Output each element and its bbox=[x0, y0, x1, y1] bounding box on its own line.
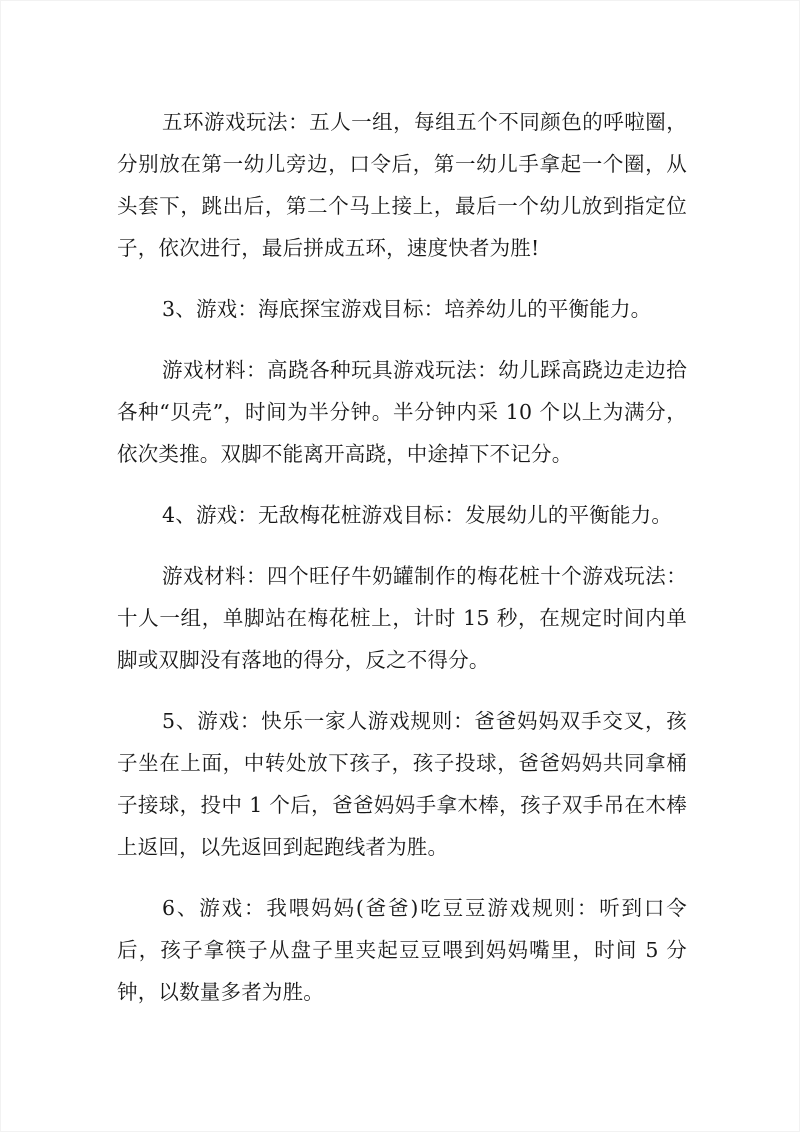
paragraph-game-4-heading: 4、游戏：无敌梅花桩游戏目标：发展幼儿的平衡能力。 bbox=[162, 503, 673, 527]
paragraph-game-6-rules: 6、游戏：我喂妈妈(爸爸)吃豆豆游戏规则：听到口令后，孩子拿筷子从盘子里夹起豆豆喂到妈妈嘴里，时间 5 分钟，以数量多者为胜。 bbox=[117, 896, 687, 1004]
paragraph-game-3-heading: 3、游戏：海底探宝游戏目标：培养幼儿的平衡能力。 bbox=[162, 297, 652, 321]
paragraph-five-rings-gameplay: 五环游戏玩法：五人一组，每组五个不同颜色的呼啦圈，分别放在第一幼儿旁边，口令后，第一幼儿手拿起一个圈，从头套下，跳出后，第二个马上接上，最后一个幼儿放到指定位子，依次进行，最后拼成五环，速度快者为胜! bbox=[117, 110, 687, 260]
paragraph-game-3-materials: 游戏材料：高跷各种玩具游戏玩法：幼儿踩高跷边走边拾各种“贝壳”，时间为半分钟。半分钟内采 10 个以上为满分，依次类推。双脚不能离开高跷，中途掉下不记分。 bbox=[117, 358, 687, 466]
document-text-body bbox=[117, 101, 687, 1013]
paragraph-game-4-materials: 游戏材料：四个旺仔牛奶罐制作的梅花桩十个游戏玩法：十人一组，单脚站在梅花桩上，计时 15 秒，在规定时间内单脚或双脚没有落地的得分，反之不得分。 bbox=[117, 564, 687, 672]
paragraph-game-5-rules: 5、游戏：快乐一家人游戏规则：爸爸妈妈双手交叉，孩子坐在上面，中转处放下孩子，孩子投球，爸爸妈妈共同拿桶子接球，投中 1 个后，爸爸妈妈手拿木棒，孩子双手吊在木棒上返回，以先返回到起跑线者为胜。 bbox=[117, 709, 687, 859]
